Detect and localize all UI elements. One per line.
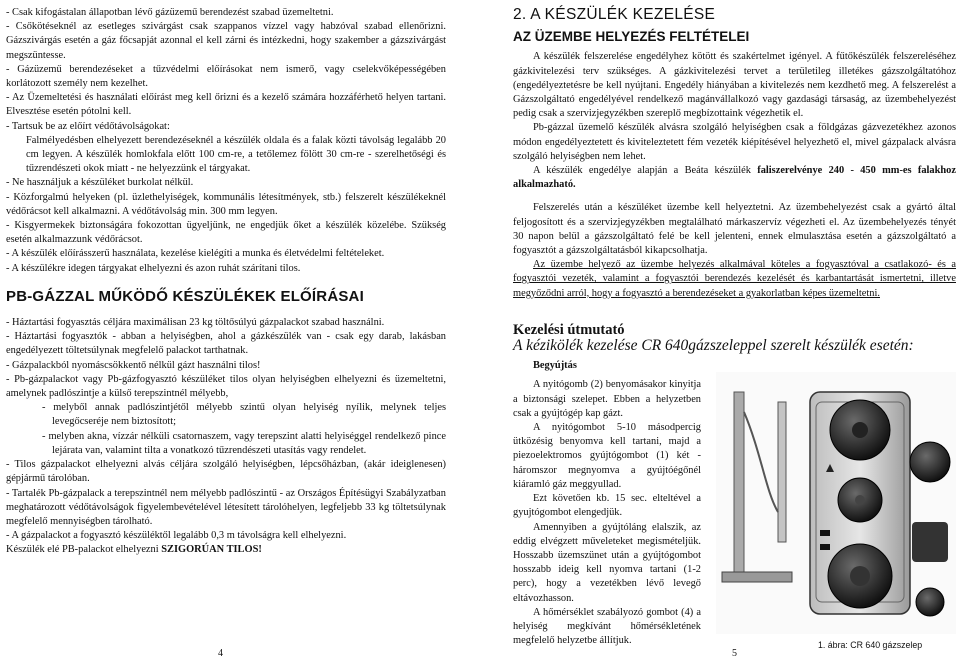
paragraph: Pb-gázzal üzemelő készülék alvásra szolgáló helyiségben csak a földgázas gázvezetékhez azonos módon engedélyeztetett és kiviteleztetett fém vezeték kiépítésével helyezhető el, mivel gázpalack alvásra szolgáló helyiségben nem lehet. <box>513 122 956 162</box>
pb-subrule: - melyből annak padlószintjétől mélyebb szintű olyan helyiség nyílik, melynek teljes levegőcseréje nem biztosított; <box>42 402 446 428</box>
final-rule-text: Készülék elé PB-palackot elhelyezni <box>6 544 162 556</box>
subheading: AZ ÜZEMBE HELYEZÉS FELTÉTELEI <box>513 29 750 45</box>
step-text: Amennyiben a gyújtóláng elalszik, az eddig elvégzett műveleteket megismételjük. Hosszabb üzemszünet után a gyújtógombot hosszabb ideig kell nyomva tartani (1-2 perc), hogy a vezetékben lévő levegő eltávozhasson. <box>513 521 701 604</box>
rule-item: - Ne használjuk a készüléket burkolat nélkül. <box>6 177 194 189</box>
pb-subrule: - melyben akna, vízzár nélküli csatornaszem, vagy terepszint alatti helyiséggel rendelkező pince lejárata van, valamint tilta a vonatkozó tűzrendészeti utasítás vagy rendelet. <box>42 430 446 456</box>
page-number-left: 4 <box>218 648 223 659</box>
pb-rule: - Pb-gázpalackot vagy Pb-gázfogyasztó készüléket tilos olyan helyiségben elhelyezni és üzemeltetni, amelynek padlószintje a külső terepszintnél mélyebb, <box>6 373 446 400</box>
paragraph <box>513 164 956 192</box>
paragraph: A készülék felszerelése engedélyhez kötött és szakértelmet igényel. A fűtőkészülék felszereléséhez gázkivitelezési terv szükséges. A gázkivitelezési tervet a területileg illetékes gázszolgáltatóhoz (engedélyeztetésre be kell nyújtani. Engedély hiányában a kivitelezés nem kezdhető meg. A felszerelést a Gázszolgáltató engedélyével rendelkező magánvállalkozó vagy gazdasági társaság, az üzembehelyezést pedig csak a szervizjegyzékben szereplő megbízottaink végezhetik el. <box>513 51 956 120</box>
step-text: A hőmérséklet szabályozó gombot (4) a helyiség megkívánt hőmérsékletének megfelelő helyzetbe állítjuk. <box>513 606 701 647</box>
paragraph-text: A készülék engedélye alapján a Beáta készülék <box>533 165 758 177</box>
rule-item: - Kisgyermekek biztonságára fokozottan ügyeljünk, ne engedjük őket a készülék közelébe. Szükség esetén alkalmazzunk védőrácsot. <box>6 220 446 246</box>
page-number-right: 5 <box>732 648 737 659</box>
final-rule-emphasis: SZIGORÚAN TILOS! <box>161 544 262 556</box>
pb-rule: - Háztartási fogyasztók - abban a helyiségben, ahol a gázkészülék van - csak egy darab, lakásban engedélyezett töltetsúlynak megfelelő palackot tarthatnak. <box>6 331 446 357</box>
figure-caption: 1. ábra: CR 640 gázszelep <box>818 640 923 650</box>
rule-item: - Az Üzemeltetési és használati előírást meg kell őrizni és a kezelő számára hozzáférhető helyen tartani. Elvesztése esetén pótolni kell. <box>6 92 446 118</box>
instructions-body <box>513 359 701 648</box>
rule-item: - A készülék előírásszerű használata, kezelése kielégíti a munka és életvédelmi feltételeket. <box>6 248 385 260</box>
step-text: A nyitógombot 5-10 másodpercig ütközésig benyomva kell tartani, majd a piezoelektromos gyújtógombot (1) két - háromszor megnyomva a gyújtóégőnél kiáramló gáz meggyullad. <box>513 422 701 490</box>
gas-valve-figure <box>716 372 956 634</box>
pb-rule: - Gázpalackból nyomáscsökkentő nélkül gázt használni tilos! <box>6 359 261 371</box>
paragraph-emphasis: faliszerelvénye 240 - 450 mm-es falakhoz alkalmazható. <box>513 165 956 191</box>
underlined-paragraph: Az üzembe helyező az üzembe helyezés alkalmával köteles a fogyasztóval a csatlakozó- és a fogyasztói vezeték, valamint a fogyasztói berendezés kezelését és karbantartását ismertetni, illetve megyőződni arról, hogy a fogyasztó a berendezéseket a gyakorlatban képes üzemeltetni. <box>513 259 956 299</box>
left-page <box>6 6 446 558</box>
instructions-subtitle: A kézikölék kezelése CR 640gázszeleppel szerelt készülék esetén: <box>513 337 914 355</box>
rule-item: - Közforgalmú helyeken (pl. üzlethelyiségek, kommunális létesítmények, stb.) felszerelt készülékeknél védőrácsot kell alkalmazni. A védőtávolság min. 300 mm legyen. <box>6 191 446 217</box>
section-title: 2. A KÉSZÜLÉK KEZELÉSE <box>513 6 716 23</box>
rule-item: - Tartsuk be az előírt védőtávolságokat: <box>6 120 170 132</box>
pb-final-rule <box>6 543 446 557</box>
gas-valve-illustration <box>716 372 956 634</box>
pb-rule: - A gázpalackot a fogyasztó készüléktől legalább 0,3 m távolságra kell elhelyezni. <box>6 530 347 542</box>
pb-rule: - Háztartási fogyasztás céljára maximálisan 23 kg töltősúlyú gázpalackot szabad használni. <box>6 317 385 329</box>
step-text: Ezt követően kb. 15 sec. elteltével a gyujtógombot elengedjük. <box>513 493 701 519</box>
pb-rule: - Tartalék Pb-gázpalack a terepszintnél nem mélyebb padlószintű - az Országos Építésügyi Szabályzatban meghatározott védőtávolságok figyelembevételével létesített tárolóhelyen, legfeljebb 33 kg töltetsúlynak megfelelő mennyiségben tárolható. <box>6 487 446 527</box>
rule-item-detail: Falmélyedésben elhelyezett berendezéseknél a készülék oldala és a falak közti távolság legalább 20 cm legyen. A készülék homlokfala előtt 100 cm-re, a tetőlemez fölött 30 cm-re - szerelhetőségi és tűzrendészeti okok miatt - ne helyezzünk el tárgyakat. <box>26 134 446 175</box>
rule-item: - Csak kifogástalan állapotban lévő gázüzemű berendezést szabad üzemeltetni. <box>6 7 334 18</box>
pb-rule: - Tilos gázpalackot elhelyezni alvás céljára szolgáló helyiségben, lépcsőházban, (akár ideiglenesen) gépjármű tárolóban. <box>6 459 446 485</box>
step-heading: Begyújtás <box>533 360 577 372</box>
instructions-title: Kezelési útmutató <box>513 321 625 338</box>
rule-item: - Gázüzemű berendezéseket a tűzvédelmi előírásokat nem ismerő, vagy cselekvőképességében korlátozott személy nem kezelhet. <box>6 63 446 90</box>
rule-item: - A készülékre idegen tárgyakat elhelyezni és azon ruhát szárítani tilos. <box>6 262 301 274</box>
rule-item: - Csőkötéseknél az esetleges szivárgást csak szappanos vízzel vagy habzóval szabad ellenőrizni. Gázszivárgás esetén a gáz főcsapját azonnal el kell zárni és intézkedni, hogy szakember a gázszivárgást megszüntesse. <box>6 21 446 61</box>
paragraph: Felszerelés után a készüléket üzembe kell helyeztetni. Az üzembehelyezést csak a gyártó által feljogosított és a szervizjegyzékben megtalálható márkaszervíz végezheti el. Az üzembehelyezés tényét 30 napon belül a gázszolgáltató felé be kell jelenteni, ennek elmulasztása esetén a gázszolgáltató a fogyasztót a gázszolgáltatásból kikapcsolhatja. <box>513 202 956 257</box>
step-text: A nyitógomb (2) benyomásakor kinyitja a biztonsági szelepet. Ebben a helyzetben csak a gyújtógép kap gázt. <box>513 379 701 419</box>
pb-section-heading: PB-GÁZZAL MŰKÖDŐ KÉSZÜLÉKEK ELŐÍRÁSAI <box>6 287 364 305</box>
